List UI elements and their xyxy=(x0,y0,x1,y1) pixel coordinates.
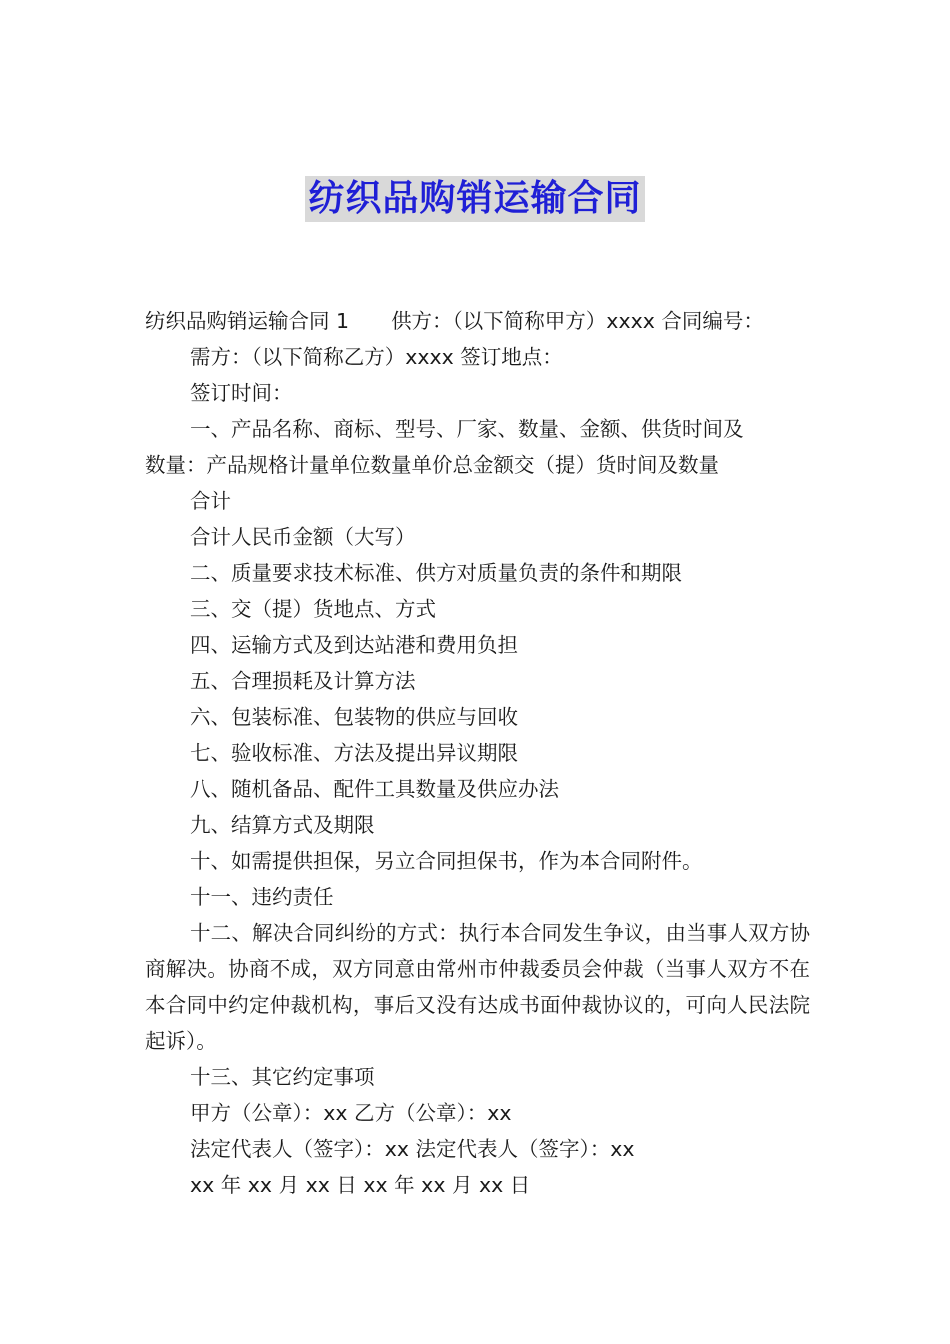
total-rmb-line: 合计人民币金额（大写） xyxy=(190,525,416,549)
representative-line: 法定代表人（签字）：xx 法定代表人（签字）：xx xyxy=(190,1137,635,1161)
clause-3: 三、交（提）货地点、方式 xyxy=(190,597,436,621)
title-container xyxy=(0,176,950,222)
clause-12: 十二、解决合同纠纷的方式：执行本合同发生争议，由当事人双方协商解决。协商不成，双方同意由常州市仲裁委员会仲裁（当事人双方不在本合同中约定仲裁机构，事后又没有达成书面仲裁协议的，可向人民法院起诉）。 xyxy=(145,921,810,1053)
clause-10: 十、如需提供担保，另立合同担保书，作为本合同附件。 xyxy=(190,849,703,873)
clause-6: 六、包装标准、包装物的供应与回收 xyxy=(190,705,518,729)
clause-5: 五、合理损耗及计算方法 xyxy=(190,669,416,693)
clause-7: 七、验收标准、方法及提出异议期限 xyxy=(190,741,518,765)
clause-13: 十三、其它约定事项 xyxy=(190,1065,375,1089)
contract-name-number: 纺织品购销运输合同 1 xyxy=(145,309,350,333)
header-line xyxy=(145,303,810,339)
sign-time-line: 签订时间： xyxy=(190,381,293,405)
document-body xyxy=(145,303,810,1203)
total-line: 合计 xyxy=(190,489,231,513)
clause-4: 四、运输方式及到达站港和费用负担 xyxy=(190,633,518,657)
clause-11: 十一、违约责任 xyxy=(190,885,334,909)
seal-line: 甲方（公章）：xx 乙方（公章）：xx xyxy=(190,1101,512,1125)
date-line: xx 年 xx 月 xx 日 xx 年 xx 月 xx 日 xyxy=(190,1173,531,1197)
buyer-line: 需方：（以下简称乙方）xxxx 签订地点： xyxy=(190,345,563,369)
clause-1-line-a: 一、产品名称、商标、型号、厂家、数量、金额、供货时间及 xyxy=(190,417,744,441)
document-title: 纺织品购销运输合同 xyxy=(305,176,644,222)
supplier-line: 供方：（以下简称甲方）xxxx 合同编号： xyxy=(391,309,764,333)
clause-9: 九、结算方式及期限 xyxy=(190,813,375,837)
clause-2: 二、质量要求技术标准、供方对质量负责的条件和期限 xyxy=(190,561,682,585)
clause-8: 八、随机备品、配件工具数量及供应办法 xyxy=(190,777,559,801)
clause-1-line-b: 数量：产品规格计量单位数量单价总金额交（提）货时间及数量 xyxy=(145,453,719,477)
